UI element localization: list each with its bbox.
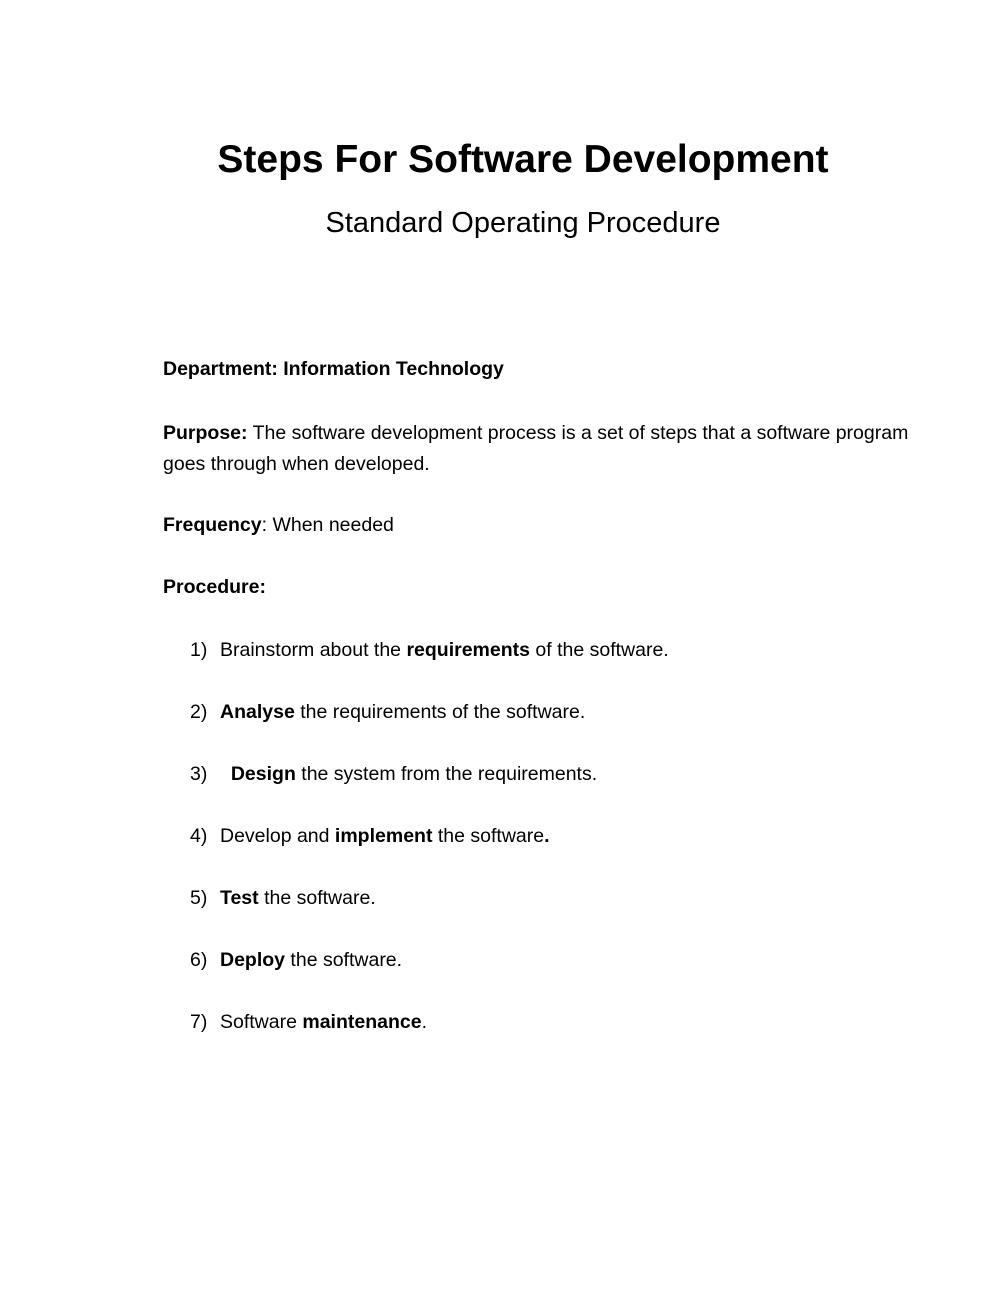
list-item-number: 5) (190, 887, 208, 909)
list-item-segment: the software. (285, 949, 403, 971)
list-item-text (220, 639, 669, 661)
list-item-text (220, 949, 402, 971)
list-item-bold-segment: Deploy (220, 949, 286, 971)
purpose-paragraph (163, 418, 909, 480)
list-item-bold-segment: requirements (406, 639, 530, 661)
list-item-number: 4) (190, 825, 208, 847)
list-item-text (220, 1011, 427, 1033)
procedure-list (163, 635, 883, 1069)
list-item-text (220, 887, 376, 909)
list-item-number: 6) (190, 949, 208, 971)
purpose-text-line2: goes through when developed. (163, 453, 430, 475)
list-item (163, 1007, 883, 1038)
document-subtitle: Standard Operating Procedure (325, 207, 721, 239)
list-item (163, 697, 883, 728)
list-item-segment: the requirements of the software. (294, 701, 586, 723)
list-item-number: 2) (190, 701, 208, 723)
list-item (163, 635, 883, 666)
purpose-line-1 (163, 418, 909, 449)
list-item (163, 821, 883, 852)
frequency-text: : When needed (261, 514, 394, 536)
list-item-number: 1) (190, 639, 208, 661)
list-item (163, 945, 883, 976)
list-item-segment: the software (432, 825, 545, 847)
list-item-segment: Software (220, 1011, 303, 1033)
list-item-segment: Develop and (220, 825, 335, 847)
list-item-bold-segment: . (544, 825, 550, 847)
frequency-line (163, 510, 883, 541)
list-item-text (220, 701, 585, 723)
list-item-text (220, 825, 550, 847)
list-item-bold-segment: Design (230, 763, 296, 785)
document-title: Steps For Software Development (217, 138, 829, 181)
list-item-bold-segment: implement (334, 825, 433, 847)
list-item-bold-segment: Analyse (220, 701, 295, 723)
list-item-segment: the system from the requirements. (295, 763, 598, 785)
purpose-label: Purpose: (163, 422, 248, 444)
list-item-number: 7) (190, 1011, 208, 1033)
list-item-bold-segment: Test (220, 887, 259, 909)
list-item (163, 883, 883, 914)
list-item-segment: the software. (258, 887, 376, 909)
list-item-segment (220, 763, 231, 785)
list-item-segment: of the software. (529, 639, 669, 661)
purpose-text-line1: The software development process is a set of steps that a software program (247, 422, 909, 444)
list-item-segment: . (421, 1011, 428, 1033)
list-item-bold-segment: maintenance (302, 1011, 422, 1033)
list-item (163, 759, 883, 790)
list-item-text (220, 763, 597, 785)
list-item-number: 3) (190, 763, 208, 785)
frequency-label: Frequency (163, 514, 262, 536)
department-line: Department: Information Technology (163, 358, 504, 380)
procedure-heading: Procedure: (163, 576, 266, 598)
list-item-segment: Brainstorm about the (220, 639, 407, 661)
